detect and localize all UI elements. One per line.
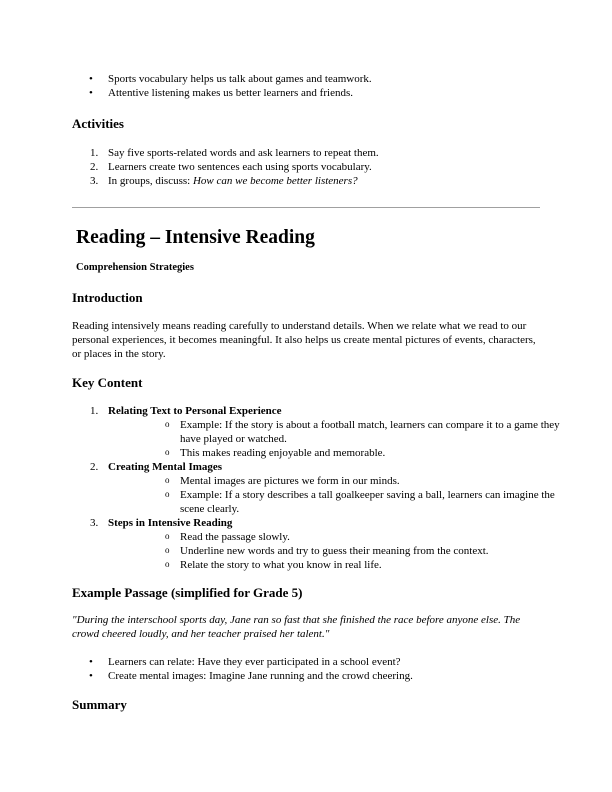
list-item: • Create mental images: Imagine Jane running and the crowd cheering. bbox=[72, 669, 552, 683]
section-subtitle: Comprehension Strategies bbox=[76, 262, 194, 273]
activities-list bbox=[72, 146, 552, 188]
example-passage-heading: Example Passage (simplified for Grade 5) bbox=[72, 585, 303, 600]
sub-list-item: o Read the passage slowly. bbox=[108, 530, 574, 544]
sub-list bbox=[108, 474, 555, 516]
list-item: 3. Steps in Intensive Reading o Read the passage slowly. o Underline new words and try to guess their meaning from the context. o Relate the story to what you know in real life. bbox=[72, 516, 552, 572]
example-bullet-list bbox=[72, 655, 552, 683]
activities-heading: Activities bbox=[72, 116, 124, 131]
list-item: 1. Relating Text to Personal Experience o Example: If the story is about a football match, learners can compare it to a game they have played or watched. o This makes reading enjoyable and memorable. bbox=[72, 404, 552, 460]
list-item: 2. Learners create two sentences each using sports vocabulary. bbox=[90, 161, 372, 173]
list-item: • Attentive listening makes us better learners and friends. bbox=[72, 86, 552, 100]
sub-list bbox=[108, 418, 560, 460]
page-title: Reading – Intensive Reading bbox=[76, 227, 315, 248]
sub-list bbox=[108, 530, 552, 572]
list-item: 1. Say five sports-related words and ask learners to repeat them. bbox=[90, 147, 379, 159]
example-passage-quote: "During the interschool sports day, Jane ran so fast that she finished the race before anyone else. The crowd cheered loudly, and her teacher praised her talent." bbox=[72, 614, 521, 640]
list-item: • Sports vocabulary helps us talk about games and teamwork. bbox=[72, 72, 552, 86]
summary-heading: Summary bbox=[72, 697, 127, 712]
top-bullet-list bbox=[72, 72, 552, 100]
introduction-paragraph: Reading intensively means reading carefully to understand details. When we relate what we read to our personal experiences, it becomes meaningful. It also helps us create mental pictures of events, characters, or places in the story. bbox=[72, 320, 536, 360]
list-item: 2. Creating Mental Images o Mental images are pictures we form in our minds. o Example: If a story describes a tall goalkeeper saving a ball, learners can imagine the scene clearly. bbox=[72, 460, 552, 516]
list-item: • Learners can relate: Have they ever participated in a school event? bbox=[72, 655, 552, 669]
sub-list-item: o This makes reading enjoyable and memorable. bbox=[108, 446, 574, 460]
sub-list-item: o Mental images are pictures we form in our minds. bbox=[108, 474, 574, 488]
key-content-heading: Key Content bbox=[72, 375, 143, 390]
horizontal-rule bbox=[72, 207, 540, 208]
sub-list-item: o Relate the story to what you know in real life. bbox=[108, 558, 574, 572]
sub-list-item: o Underline new words and try to guess their meaning from the context. bbox=[108, 544, 574, 558]
key-content-list bbox=[72, 404, 560, 572]
introduction-heading: Introduction bbox=[72, 290, 143, 305]
list-item: 3. In groups, discuss: How can we become better listeners? bbox=[90, 175, 358, 187]
sub-list-item: o Example: If a story describes a tall goalkeeper saving a ball, learners can imagine the scene clearly. bbox=[108, 488, 574, 516]
sub-list-item: o Example: If the story is about a football match, learners can compare it to a game they have played or watched. bbox=[108, 418, 574, 446]
